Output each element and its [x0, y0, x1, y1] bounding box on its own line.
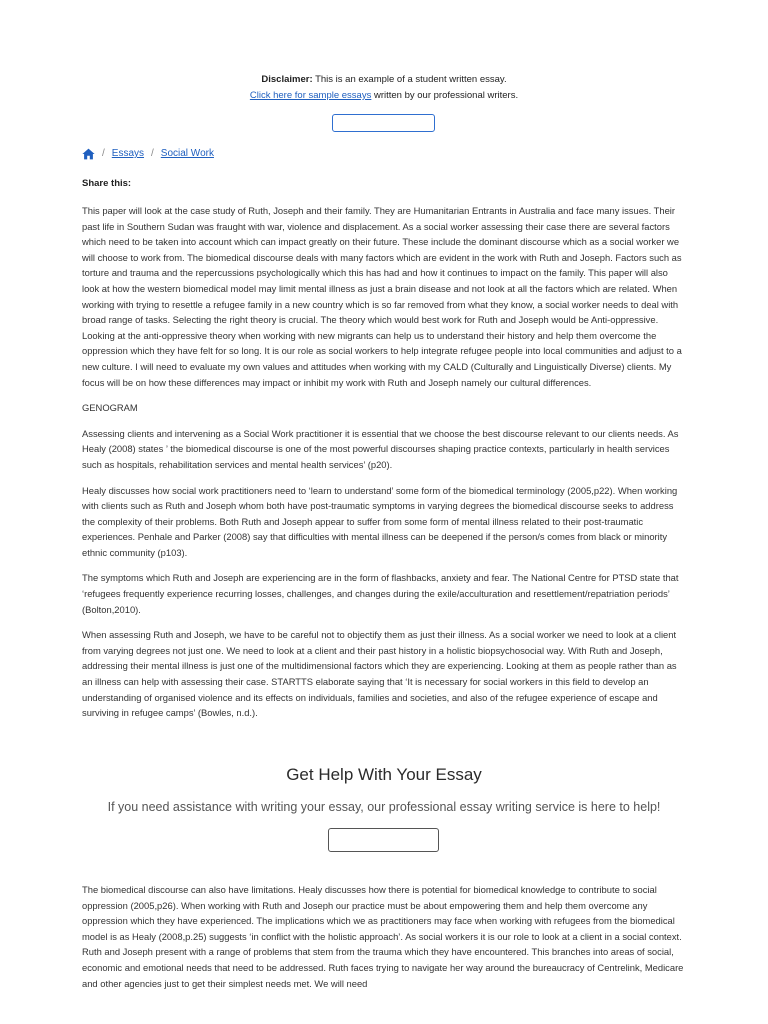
disclaimer-banner — [0, 72, 768, 104]
essay-body-top — [82, 203, 686, 731]
help-subtitle: If you need assistance with writing your essay, our professional essay writing service is here to help! — [107, 800, 661, 814]
disclaimer-text: This is an example of a student written essay. — [312, 74, 507, 85]
home-icon[interactable] — [82, 148, 95, 160]
sample-essays-suffix: written by our professional writers. — [371, 90, 519, 101]
essay-paragraph: This paper will look at the case study of Ruth, Joseph and their family. They are Humanitarian Entrants in Australia and face many issues. Their past life in Southern Sudan was fraught with war, violence and displacement. As a social worker assessing their case there are several factors which need to be taken into account which can impact greatly on their future. These include the dominant discourse which as a social worker we will choose to work from. The biomedical discourse deals with many factors which are evident in the work with Ruth and Joseph. Factors such as torture and trauma and the repercussions psychologically which this has had and how it continues to impact on the family. This paper will also look at how the western biomedical model may limit mental illness as just a brain disease and not look at all the factors which are related. When working with trying to resettle a refugee family in a new country which is so far removed from what they know, a social worker needs to deal with broad range of tasks. Selecting the right theory is crucial. The theory which would best work for Ruth and Joseph would be Anti-oppressive. Looking at the anti-oppressive theory when working with new migrants can help us to understand their history and help them overcome the oppression which they have felt for so long. It is our role as social workers to help integrate refugee people into local communities and adjust to a new culture. I will need to evaluate my own values and attitudes when working with my CALD (Culturally and Linguistically Diverse) clients. My focus will be on how these differences may impact or inhibit my work with Ruth and Joseph namely our cultural differences. — [82, 205, 682, 388]
help-title: Get Help With Your Essay — [286, 765, 482, 784]
breadcrumb-separator: / — [102, 148, 105, 159]
essay-paragraph: Assessing clients and intervening as a Social Work practitioner it is essential that we choose the best discourse relevant to our clients needs. As Healy (2008) states ’ the biomedical discourse is one of the most powerful discourses shaping practice contexts, particularly in health services such as hospitals, rehabilitation services and mental health services’ (p20). — [82, 427, 679, 470]
essay-paragraph: The biomedical discourse can also have limitations. Healy discusses how there is potential for biomedical knowledge to contribute to social oppression (2005,p26). When working with Ruth and Joseph our practice must be about empowering them and help them overcome any oppression which they have experienced. The implications which we as practitioners may face when working with refugees from the biomedical model is as Healy (2008,p.25) suggests ‘in conflict with the holistic approach’. As social workers it is our role to look at a client in a social context. Ruth and Joseph present with a range of problems that stem from the trauma which they have encountered. This branches into areas of social, economic and emotional needs that need to be addressed. Ruth faces trying to navigate her way around the bureaucracy of Centrelink, Medicare and other agencies just to get their simplest needs met. We will need — [82, 884, 684, 989]
sample-essays-line — [0, 88, 768, 104]
get-help-button[interactable] — [328, 828, 439, 852]
sample-essays-link[interactable]: Click here for sample essays — [249, 90, 372, 101]
help-section — [0, 762, 768, 816]
essay-paragraph: When assessing Ruth and Joseph, we have to be careful not to objectify them as just their illness. As a social worker we need to look at a client from varying degrees not just one. We need to look at a client and their past history in a holistic biopsychosocial way. With Ruth and Joseph, addressing their mental illness is just one of the multidimensional factors which they are experiencing. Looking at them as people rather than as an illness can help with assessing their case. STARTTS elaborate saying that ‘It is necessary for social workers in this field to develop an understanding of organised violence and its effects on individuals, families and societies, and also of the refugee experience of escape and surviving in refugee camps’ (Bowles, n.d.). — [82, 629, 677, 719]
essay-paragraph: The symptoms which Ruth and Joseph are experiencing are in the form of flashbacks, anxiety and fear. The National Centre for PTSD state that ‘refugees frequently experience recurring losses, challenges, and changes during the exile/acculturation and resettlement/repatriation periods’ (Bolton,2010). — [82, 572, 679, 615]
disclaimer-label: Disclaimer: — [261, 74, 313, 85]
breadcrumb-social-work[interactable]: Social Work — [160, 148, 214, 159]
breadcrumb-essays[interactable]: Essays — [111, 148, 145, 159]
essay-body-bottom — [82, 882, 686, 1001]
sample-essays-button[interactable] — [332, 114, 435, 132]
essay-paragraph: Healy discusses how social work practitioners need to ‘learn to understand’ some form of the biomedical terminology (2005,p22). When working with clients such as Ruth and Joseph whom both have post-traumatic symptoms in varying degrees the biomedical discourse seeks to address the complexity of their problems. Both Ruth and Joseph appear to suffer from some form of mental illness related to their post-traumatic experiences. Penhale and Parker (2008) say that difficulties with mental illness can be deepened if the person/s comes from black or minority ethnic community (p103). — [82, 484, 678, 558]
genogram-heading: GENOGRAM — [82, 402, 138, 414]
share-label: Share this: — [82, 178, 132, 189]
disclaimer-line — [0, 72, 768, 88]
breadcrumb — [82, 147, 214, 161]
breadcrumb-separator: / — [151, 148, 154, 159]
